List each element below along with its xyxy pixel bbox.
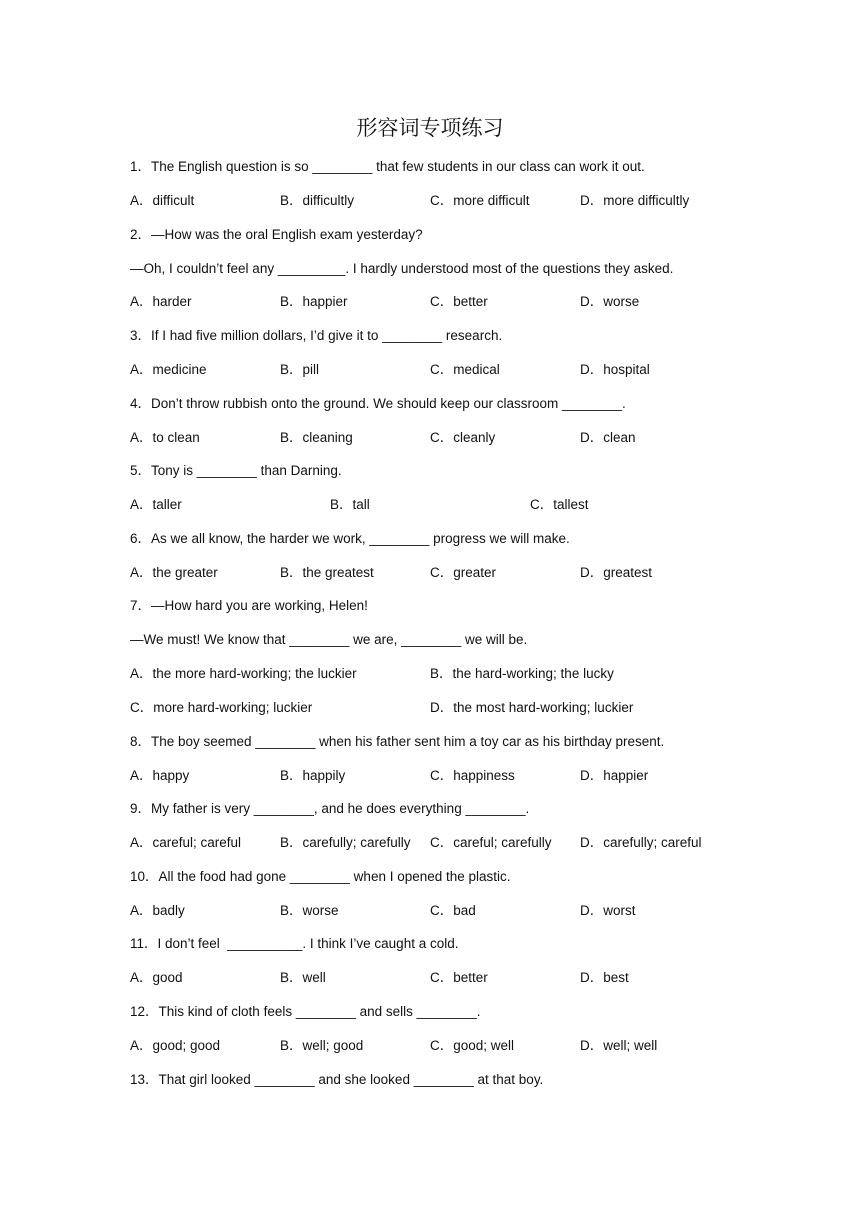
- option-d: D．greatest: [580, 565, 653, 580]
- option-d: D．more difficultly: [580, 193, 690, 208]
- question-5-stem: 5．Tony is ________ than Darning.: [130, 463, 342, 478]
- option-d: D．the most hard-working; luckier: [430, 700, 634, 715]
- question-1-options: [130, 192, 750, 210]
- option-d: D．clean: [580, 430, 636, 445]
- question-10-options: [130, 902, 750, 920]
- option-d: D．worse: [580, 294, 640, 309]
- option-b: B．carefully; carefully: [280, 835, 411, 850]
- option-b: B．worse: [280, 903, 339, 918]
- option-c: C．more difficult: [430, 193, 530, 208]
- option-c: C．medical: [430, 362, 500, 377]
- option-b: B．happily: [280, 768, 346, 783]
- question-12-stem: 12．This kind of cloth feels ________ and sells ________.: [130, 1004, 481, 1019]
- question-8-stem: 8．The boy seemed ________ when his father sent him a toy car as his birthday present.: [130, 734, 665, 749]
- option-c: C．happiness: [430, 768, 515, 783]
- question-2-options: [130, 293, 750, 311]
- question-1-stem: 1．The English question is so ________ that few students in our class can work it out.: [130, 159, 645, 174]
- option-a: A．harder: [130, 294, 192, 309]
- option-a: A．difficult: [130, 193, 195, 208]
- question-11-options: [130, 969, 750, 987]
- option-d: D．carefully; careful: [580, 835, 702, 850]
- option-c: C．better: [430, 294, 488, 309]
- option-a: A．the greater: [130, 565, 218, 580]
- option-d: D．well; well: [580, 1038, 658, 1053]
- question-2-stem: 2．—How was the oral English exam yesterday?: [130, 227, 423, 242]
- option-a: A．taller: [130, 497, 182, 512]
- option-c: C．careful; carefully: [430, 835, 552, 850]
- question-2-stem-line-2: —Oh, I couldn’t feel any _________. I hardly understood most of the questions they asked.: [130, 261, 674, 276]
- question-7-stem-line-2: —We must! We know that ________ we are, ________ we will be.: [130, 632, 528, 647]
- option-a: A．careful; careful: [130, 835, 242, 850]
- option-b: B．tall: [330, 497, 370, 512]
- option-b: B．cleaning: [280, 430, 353, 445]
- option-a: A．the more hard-working; the luckier: [130, 666, 357, 681]
- question-6-options: [130, 564, 750, 582]
- option-c: C．bad: [430, 903, 476, 918]
- option-b: B．difficultly: [280, 193, 355, 208]
- page-title: 形容词专项练习: [356, 116, 504, 140]
- option-b: B．the hard-working; the lucky: [430, 666, 614, 681]
- question-11-stem: 11．I don’t feel __________. I think I’ve caught a cold.: [130, 936, 459, 951]
- option-a: A．medicine: [130, 362, 207, 377]
- question-10-stem: 10．All the food had gone ________ when I opened the plastic.: [130, 869, 511, 884]
- option-a: A．good: [130, 970, 183, 985]
- option-c: C．tallest: [530, 497, 589, 512]
- option-a: A．badly: [130, 903, 185, 918]
- question-13-stem: 13．That girl looked ________ and she looked ________ at that boy.: [130, 1072, 544, 1087]
- option-d: D．best: [580, 970, 629, 985]
- option-b: B．well: [280, 970, 326, 985]
- option-a: A．to clean: [130, 430, 200, 445]
- question-3-stem: 3．If I had five million dollars, I’d give it to ________ research.: [130, 328, 503, 343]
- question-7-stem: 7．—How hard you are working, Helen!: [130, 598, 368, 613]
- question-8-options: [130, 767, 750, 785]
- question-3-options: [130, 361, 750, 379]
- question-6-stem: 6．As we all know, the harder we work, ________ progress we will make.: [130, 531, 570, 546]
- question-4-options: [130, 429, 750, 447]
- option-c: C．good; well: [430, 1038, 515, 1053]
- option-c: C．cleanly: [430, 430, 496, 445]
- option-a: A．good; good: [130, 1038, 221, 1053]
- question-9-stem: 9．My father is very ________, and he does everything ________.: [130, 801, 530, 816]
- question-7-options-row-2: [130, 699, 750, 717]
- option-a: A．happy: [130, 768, 190, 783]
- question-4-stem: 4．Don’t throw rubbish onto the ground. We should keep our classroom ________.: [130, 396, 626, 411]
- option-d: D．worst: [580, 903, 636, 918]
- option-b: B．the greatest: [280, 565, 374, 580]
- option-c: C．more hard-working; luckier: [130, 700, 313, 715]
- option-c: C．greater: [430, 565, 497, 580]
- option-d: D．hospital: [580, 362, 650, 377]
- question-12-options: [130, 1037, 750, 1055]
- option-b: B．pill: [280, 362, 320, 377]
- question-9-options: [130, 834, 750, 852]
- option-d: D．happier: [580, 768, 649, 783]
- question-7-options-row-1: [130, 665, 750, 683]
- option-c: C．better: [430, 970, 488, 985]
- option-b: B．well; good: [280, 1038, 364, 1053]
- option-b: B．happier: [280, 294, 348, 309]
- question-5-options: [130, 496, 750, 514]
